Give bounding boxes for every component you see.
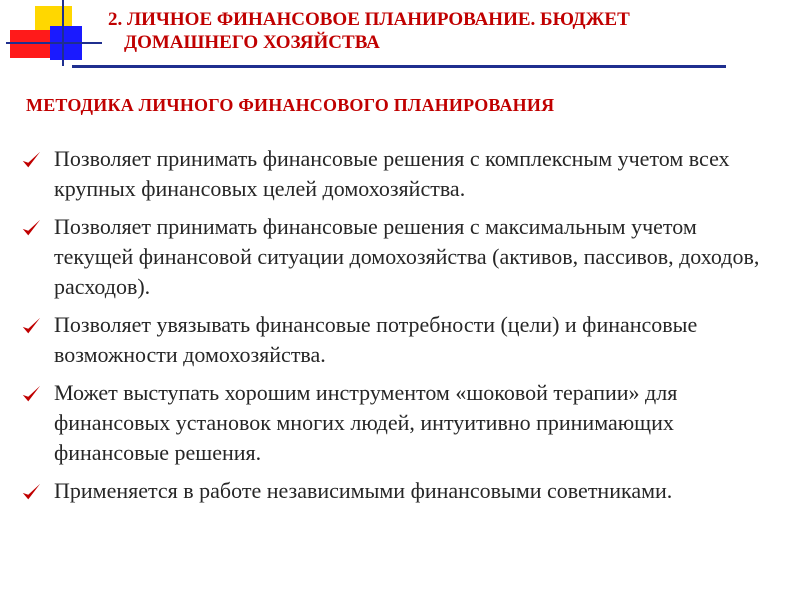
bullet-text: Может выступать хорошим инструментом «шоковой терапии» для финансовых установок многих людей, интуитивно принимающих финансовые решения. bbox=[54, 380, 678, 465]
logo-horizontal-line bbox=[6, 42, 102, 44]
bullet-item bbox=[20, 144, 780, 204]
check-icon bbox=[20, 383, 42, 405]
page-title-line-2: ДОМАШНЕГО ХОЗЯЙСТВА bbox=[124, 32, 380, 53]
check-icon bbox=[20, 149, 42, 171]
bullet-text: Позволяет принимать финансовые решения с максимальным учетом текущей финансовой ситуации домохозяйства (активов, пассивов, доходов, расходов). bbox=[54, 214, 760, 299]
decorative-squares-logo bbox=[0, 0, 110, 66]
header-divider bbox=[72, 65, 726, 68]
bullet-item bbox=[20, 310, 780, 370]
logo-vertical-line bbox=[62, 0, 64, 66]
bullet-text: Применяется в работе независимыми финансовыми советниками. bbox=[54, 478, 673, 503]
bullet-list bbox=[20, 144, 780, 514]
bullet-item bbox=[20, 476, 780, 506]
section-title: МЕТОДИКА ЛИЧНОГО ФИНАНСОВОГО ПЛАНИРОВАНИЯ bbox=[26, 95, 555, 115]
check-icon bbox=[20, 481, 42, 503]
check-icon bbox=[20, 315, 42, 337]
page-title bbox=[108, 8, 708, 54]
bullet-item bbox=[20, 378, 780, 468]
bullet-item bbox=[20, 212, 780, 302]
check-icon bbox=[20, 217, 42, 239]
bullet-text: Позволяет принимать финансовые решения с комплексным учетом всех крупных финансовых целей домохозяйства. bbox=[54, 146, 730, 201]
logo-red-square bbox=[10, 30, 54, 58]
page-title-line-1: 2. ЛИЧНОЕ ФИНАНСОВОЕ ПЛАНИРОВАНИЕ. БЮДЖЕТ bbox=[108, 9, 630, 30]
bullet-text: Позволяет увязывать финансовые потребности (цели) и финансовые возможности домохозяйства. bbox=[54, 312, 698, 367]
